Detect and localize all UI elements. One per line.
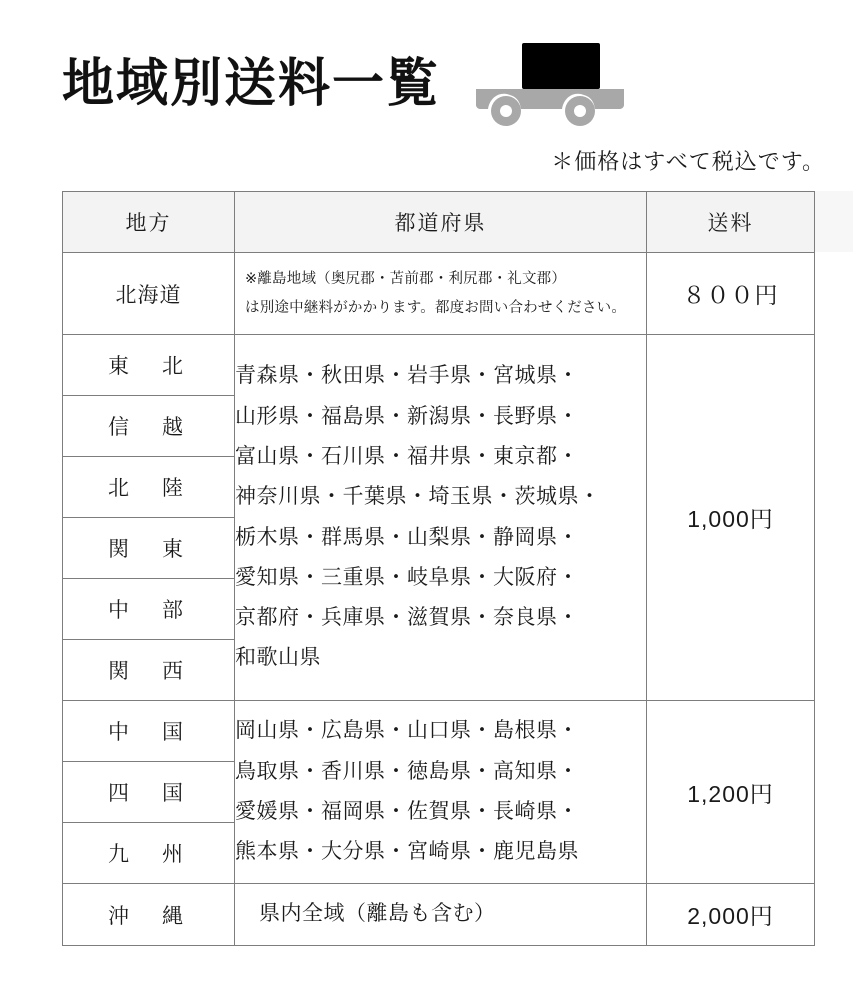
table-row (63, 701, 815, 762)
fee-okinawa: 2,000円 (647, 884, 815, 946)
region-hokuriku: 北 陸 (63, 457, 235, 518)
prefectures-okinawa: 県内全域（離島も含む） (235, 884, 647, 946)
fee-honshu-group: 1,000円 (647, 335, 815, 701)
region-shikoku: 四 国 (63, 762, 235, 823)
table-row (63, 884, 815, 946)
page-header (62, 34, 792, 134)
prefectures-west-group (235, 701, 647, 884)
pref-line: 京都府・兵庫県・滋賀県・奈良県・ (235, 606, 579, 630)
truck-icon (470, 39, 630, 129)
table-row (63, 335, 815, 396)
pref-line: 山形県・福島県・新潟県・長野県・ (235, 404, 579, 428)
pref-line: 岡山県・広島県・山口県・島根県・ (235, 719, 579, 743)
pref-line: 青森県・秋田県・岩手県・宮城県・ (235, 364, 579, 388)
region-kanto: 関 東 (63, 518, 235, 579)
fee-hokkaido: ８００円 (647, 253, 815, 335)
column-header-fee: 送料 (647, 192, 815, 253)
pref-line: 鳥取県・香川県・徳島県・高知県・ (235, 759, 579, 783)
region-okinawa: 沖 縄 (63, 884, 235, 946)
page-title: 地域別送料一覧 (62, 55, 441, 113)
region-chubu: 中 部 (63, 579, 235, 640)
pref-line: 神奈川県・千葉県・埼玉県・茨城県・ (235, 485, 601, 509)
fee-west-group: 1,200円 (647, 701, 815, 884)
region-hokkaido: 北海道 (63, 253, 235, 335)
table-row (63, 253, 815, 335)
fee-table-wrapper (62, 191, 814, 946)
pref-line: 富山県・石川県・福井県・東京都・ (235, 444, 579, 468)
shipping-fee-table (62, 191, 815, 946)
pref-line: 愛知県・三重県・岐阜県・大阪府・ (235, 565, 579, 589)
pref-line: 栃木県・群馬県・山梨県・静岡県・ (235, 525, 579, 549)
header-corner-fill (814, 191, 853, 252)
region-kansai: 関 西 (63, 640, 235, 701)
column-header-prefecture: 都道府県 (235, 192, 647, 253)
prefectures-hokkaido (235, 253, 647, 335)
prefectures-honshu-group (235, 335, 647, 701)
pref-line: 熊本県・大分県・宮崎県・鹿児島県 (235, 840, 579, 864)
region-tohoku: 東 北 (63, 335, 235, 396)
tax-note: ＊価格はすべて税込です。 (551, 149, 825, 174)
column-header-region: 地方 (63, 192, 235, 253)
region-kyushu: 九 州 (63, 823, 235, 884)
pref-line: 愛媛県・福岡県・佐賀県・長崎県・ (235, 800, 579, 823)
table-header-row (63, 192, 815, 253)
region-shinetsu: 信 越 (63, 396, 235, 457)
pref-line: 和歌山県 (235, 646, 321, 670)
hokkaido-note-line1: ※離島地域（奥尻郡・苫前郡・利尻郡・礼文郡） (245, 271, 567, 288)
region-chugoku: 中 国 (63, 701, 235, 762)
hokkaido-note-line2: は別途中継料がかかります。都度お問い合わせください。 (245, 299, 627, 316)
